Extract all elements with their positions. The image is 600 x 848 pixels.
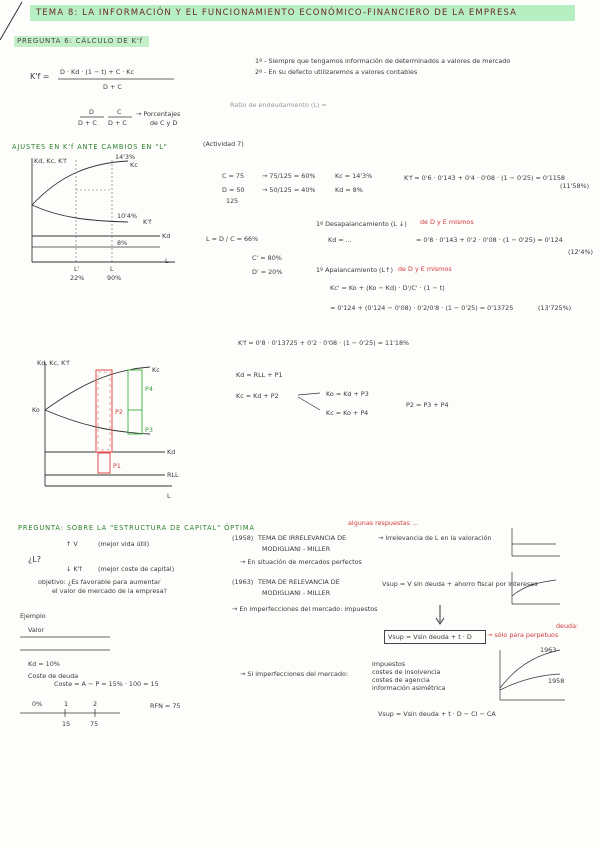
- calc-c-prime: C' = 80%: [252, 254, 282, 262]
- section-1-title: PREGUNTA 6: CÁLCULO DE K'f: [17, 37, 143, 45]
- section-3-title: PREGUNTA: SOBRE LA "ESTRUCTURA DE CAPITAL" ÓPTIMA: [18, 524, 255, 532]
- objective-line-2: el valor de mercado de la empresa?: [52, 587, 167, 595]
- chart-1-l-label: L: [165, 257, 169, 265]
- note-2: 2º - En su defecto utilizaremos a valores contables: [255, 68, 418, 76]
- value-formula-note: → sólo para perpetuos: [487, 631, 559, 639]
- graph-label-1963: 1963: [540, 646, 557, 654]
- chart-1-v3: 8%: [117, 239, 128, 247]
- formula-denominator: D + C: [103, 83, 122, 91]
- formula-numerator: D · Kd · (1 − t) + C · Kc: [60, 68, 135, 76]
- calc-e2-ratio: → 50/125 = 40%: [262, 186, 316, 194]
- chart-2-p1: P1: [113, 462, 121, 470]
- chart-1-y-label: Kd, Kc, K'f: [34, 157, 67, 165]
- chart-1-kf-label: K'f: [143, 218, 152, 226]
- imperfection-3: costes de agencia: [372, 676, 430, 684]
- equation-4: Kc = Ko + P4: [326, 409, 369, 417]
- cl-arrow-1-text: (mejor vida útil): [98, 540, 150, 548]
- chart-1-v1: 14'3%: [115, 153, 136, 161]
- chart-1-xv2: 90%: [107, 274, 122, 282]
- equation-1: Kd = RLL + P1: [236, 371, 283, 379]
- theory-1-irrelevance: → Irrelevancia de L en la valoración: [378, 534, 492, 542]
- note-1: 1º - Siempre que tengamos información de determinados a valores de mercado: [255, 57, 511, 65]
- equation-3: Ko = Kd + P3: [326, 390, 369, 398]
- ko-formula: Kd = ...: [328, 236, 352, 244]
- value-formula: Vsup = Vsin deuda + t · D: [388, 633, 472, 641]
- example-cost-calc: Coste = A − P = 15% · 100 = 15: [54, 680, 159, 688]
- calc-e1-k: Kc = 14'3%: [335, 172, 373, 180]
- desapalancamiento-note: de D y E mismos: [420, 218, 474, 226]
- fraction-1-numerator: D: [89, 108, 94, 116]
- value-expression: Vsup = V sin deuda + ahorro fiscal por intereses: [382, 580, 538, 588]
- apalancamiento-title: 1º Apalancamiento (L↑): [316, 266, 393, 274]
- value-red-deuda: deuda:: [556, 622, 579, 630]
- formula-lhs: K'f =: [30, 72, 50, 81]
- imperfection-4: información asimétrica: [372, 684, 446, 692]
- year-1958: (1958): [232, 534, 254, 542]
- chart-2-rf-label: RLL: [167, 471, 179, 479]
- calc-e1: C = 75: [222, 172, 245, 180]
- imperfection-1: impuestos: [372, 660, 406, 668]
- apalancamiento-note: de D y E mismos: [398, 265, 452, 273]
- chart-1-kc-label: Kc: [130, 161, 138, 169]
- imperfection-2: costes de insolvencia: [372, 668, 441, 676]
- theory-2-authors: MODIGLIANI - MILLER: [262, 589, 331, 597]
- chart-2-p4: P4: [145, 385, 153, 393]
- example-axis-1: 1: [64, 700, 69, 708]
- chart-1-x1: L': [74, 265, 80, 273]
- chart-2-l-label: L: [167, 492, 171, 500]
- objective-line-1: objetivo: ¿Es favorable para aumentar: [38, 578, 161, 586]
- section-3-red-note: algunas respuestas ...: [348, 519, 419, 527]
- kf-second-calc: K'f = 0'8 · 0'13725 + 0'2 · 0'08 · (1 − 0'25) = 11'18%: [238, 339, 410, 347]
- note-3: Ratio de endeudamiento (L) =: [230, 101, 327, 109]
- equation-5: P2 = P3 + P4: [406, 401, 449, 409]
- theory-1-authors: MODIGLIANI - MILLER: [262, 545, 331, 553]
- chart-1-xv1: 22%: [70, 274, 85, 282]
- chart-2-kc-label: Kc: [152, 366, 160, 374]
- example-rfn: RFN = 75: [150, 702, 181, 710]
- chart-2-y-label: Kd, Kc, K'f: [37, 359, 70, 367]
- example-75: 75: [90, 720, 99, 728]
- actividad-label: (Actividad 7): [203, 140, 244, 148]
- chart-1-x2: L: [110, 265, 114, 273]
- year-1963: (1963): [232, 578, 254, 586]
- apalancamiento-calc: = 0'124 + (0'124 − 0'08) · 0'2/0'8 · (1 − 0'25) = 0'13725: [330, 304, 514, 312]
- example-kd: Kd = 10%: [28, 660, 60, 668]
- example-cost-label: Coste de deuda: [28, 672, 79, 680]
- page-title: TEMA 8: LA INFORMACIÓN Y EL FUNCIONAMIENTO ECONÓMICO-FINANCIERO DE LA EMPRESA: [36, 8, 518, 18]
- chart-2-ko-label: Ko: [32, 406, 40, 414]
- desapalancamiento-percent: (12'4%): [568, 248, 594, 256]
- imperfections-label: → Si imperfecciones del mercado:: [240, 670, 349, 678]
- example-15: 15: [62, 720, 71, 728]
- chart-1-kd-label: Kd: [162, 232, 171, 240]
- theory-1-title: TEMA DE IRRELEVANCIA DE: [258, 534, 347, 542]
- cl-label: ¿L?: [28, 555, 41, 564]
- chart-1-v2: 10'4%: [117, 212, 138, 220]
- calc-e2-k: Kd = 8%: [335, 186, 363, 194]
- kf-percent: (11'58%): [560, 182, 590, 190]
- porcentajes-label-2: de C y D: [150, 119, 178, 127]
- graph-label-1958: 1958: [548, 677, 565, 685]
- example-value: Valor: [28, 626, 45, 634]
- porcentajes-label: → Porcentajes: [136, 110, 181, 118]
- theory-2-title: TEMA DE RELEVANCIA DE: [258, 578, 340, 586]
- equation-2: Kc = Kd + P2: [236, 392, 279, 400]
- example-axis-0: 0%: [32, 700, 43, 708]
- cl-arrow-2-text: (mejor coste de capital): [98, 565, 175, 573]
- calc-l-result: L = D / C = 66%: [206, 235, 259, 243]
- section-2-title: AJUSTES EN K'f ANTE CAMBIOS EN "L": [12, 143, 168, 151]
- calc-e3: 125: [226, 197, 239, 205]
- cl-arrow-2: ↓ K'f: [66, 565, 82, 573]
- theory-1-perfect: → En situación de mercados perfectos: [240, 558, 362, 566]
- chart-2-p2: P2: [115, 408, 123, 416]
- example-axis-2: 2: [93, 700, 98, 708]
- kf-calculation: K'f = 0'6 · 0'143 + 0'4 · 0'08 · (1 − 0'25) = 0'1158: [404, 174, 565, 182]
- apalancamiento-formula: Kc' = Ko + (Ko − Kd) · D'/C' · (1 − t): [330, 284, 445, 292]
- desapalancamiento-title: 1º Desapalancamiento (L ↓): [316, 220, 407, 228]
- theory-2-taxes: → En imperfecciones del mercado: impuestos: [232, 605, 378, 613]
- calc-e2: D = 50: [222, 186, 245, 194]
- chart-2-kd-label: Kd: [167, 448, 176, 456]
- fraction-2-denominator: D + C: [108, 119, 127, 127]
- final-formula: Vsup = Vsin deuda + t · D − CI − CA: [378, 710, 496, 718]
- calc-d-prime: D' = 20%: [252, 268, 283, 276]
- cl-arrow-1: ↑ V: [66, 540, 78, 548]
- chart-2-p3: P3: [145, 426, 153, 434]
- apalancamiento-percent: (13'725%): [538, 304, 572, 312]
- fraction-1-denominator: D + C: [78, 119, 97, 127]
- desapalancamiento-calc: = 0'8 · 0'143 + 0'2 · 0'08 · (1 − 0'25) = 0'124: [416, 236, 563, 244]
- calc-e1-ratio: → 75/125 = 60%: [262, 172, 316, 180]
- fraction-2-numerator: C: [117, 108, 122, 116]
- example-title: Ejemplo: [20, 612, 46, 620]
